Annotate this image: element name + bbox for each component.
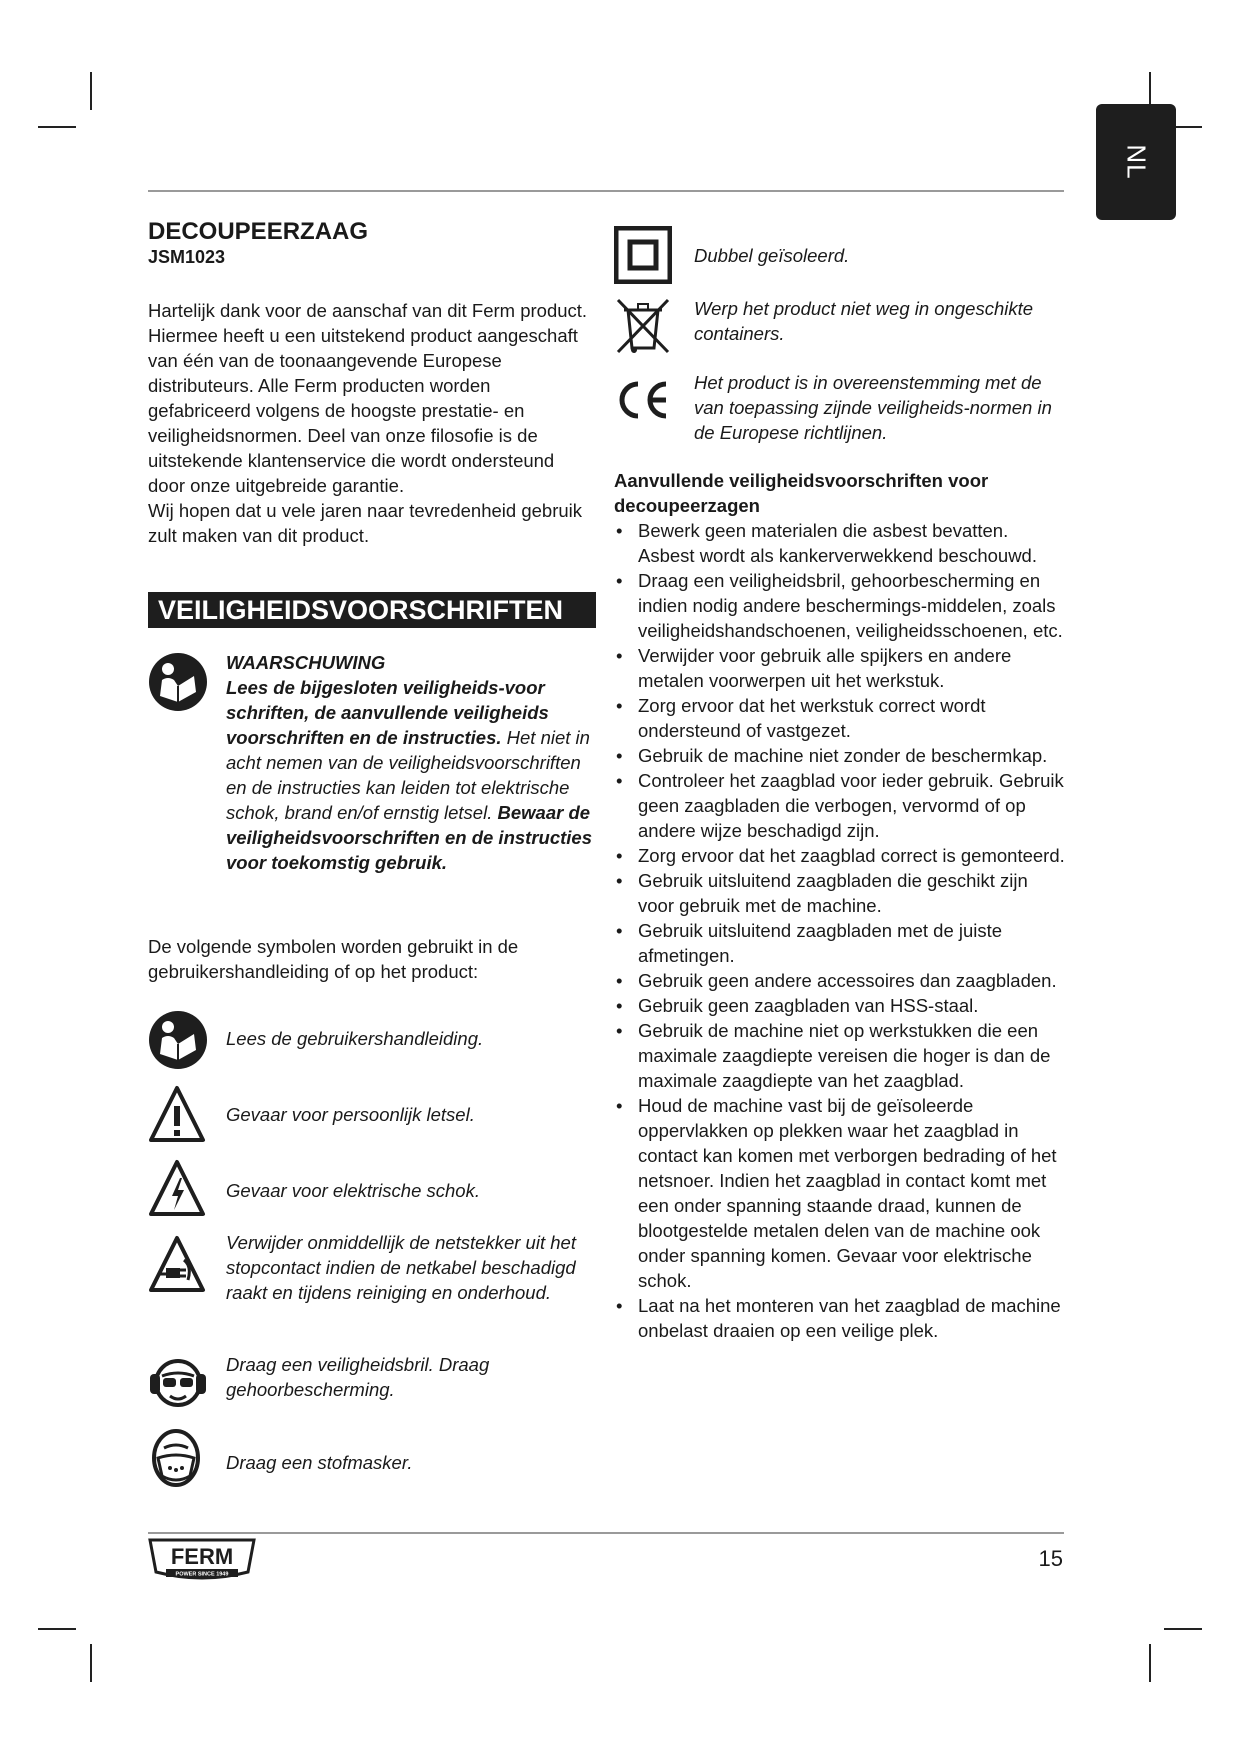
- crop-mark: [38, 1628, 76, 1630]
- page-number: 15: [1038, 1546, 1063, 1571]
- symbol-text: Lees de gebruikershandleiding.: [226, 1028, 484, 1049]
- rule-item: • Gebruik geen zaagbladen van HSS-staal.: [614, 993, 1066, 1018]
- document-title: DECOUPEERZAAG: [148, 218, 369, 245]
- crop-mark: [90, 1644, 92, 1682]
- symbol-text: Gevaar voor elektrische schok.: [226, 1180, 480, 1201]
- symbol-text: Dubbel geïsoleerd.: [694, 245, 850, 266]
- logo-brand: FERM: [170, 1544, 234, 1569]
- ferm-logo: [148, 1538, 256, 1582]
- warning-triangle-icon: [148, 1084, 206, 1144]
- symbol-text: Verwijder onmiddellijk de netstekker uit het stopcontact indien de netkabel beschadigd raakt en tijdens reiniging en onderhoud.: [226, 1232, 576, 1303]
- rule-item: • Gebruik uitsluitend zaagbladen die geschikt zijn voor gebruik met de machine.: [614, 868, 1066, 918]
- warning-block: [148, 650, 596, 920]
- warning-label: WAARSCHUWING: [226, 652, 386, 673]
- symbol-text: Draag een veiligheidsbril. Draag gehoorbescherming.: [226, 1354, 490, 1400]
- logo-tagline: POWER SINCE 1949: [175, 1571, 229, 1578]
- rule-item: • Zorg ervoor dat het zaagblad correct is gemonteerd.: [614, 843, 1066, 868]
- rule-item: • Houd de machine vast bij de geïsoleerde oppervlakken op plekken waar het zaagblad in contact kan komen met verborgen bedrading of het netsnoer. Indien het zaagblad in contact komt met een onder spanning staande draad, kunnen de blootgestelde metalen delen van de machine ook onder spanning komen. Gevaar voor elektrische schok.: [614, 1093, 1066, 1293]
- model-number: JSM1023: [148, 247, 226, 267]
- top-rule: [148, 190, 1064, 192]
- bottom-rule: [148, 1532, 1064, 1534]
- rule-item: • Laat na het monteren van het zaagblad de machine onbelast draaien op een veilige plek.: [614, 1293, 1066, 1343]
- read-manual-icon: [148, 1010, 208, 1070]
- symbol-text: Draag een stofmasker.: [226, 1452, 413, 1473]
- intro-paragraph: Wij hopen dat u vele jaren naar tevredenheid gebruik zult maken van dit product.: [148, 500, 583, 546]
- crop-mark: [1164, 1628, 1202, 1630]
- read-manual-icon: [148, 652, 208, 712]
- rule-item: • Verwijder voor gebruik alle spijkers en andere metalen voorwerpen uit het werkstuk.: [614, 643, 1066, 693]
- symbols-list-left: [148, 1014, 596, 1484]
- intro-text: [148, 298, 596, 548]
- symbols-intro: De volgende symbolen worden gebruikt in de gebruikershandleiding of op het product:: [148, 936, 519, 982]
- warning-keep-instructions: Bewaar de veiligheidsvoorschriften en de instructies voor toekomstig gebruik.: [226, 802, 592, 873]
- ce-mark-icon: [614, 378, 672, 422]
- electric-shock-icon: [148, 1158, 206, 1218]
- rule-item: • Gebruik de machine niet zonder de beschermkap.: [614, 743, 1066, 768]
- rule-item: • Controleer het zaagblad voor ieder gebruik. Gebruik geen zaagbladen die verbogen, vervormd of op andere wijze beschadigd zijn.: [614, 768, 1066, 843]
- language-label: NL: [1121, 144, 1152, 180]
- symbol-text: Werp het product niet weg in ongeschikte containers.: [694, 298, 1034, 344]
- warning-consequences: Het niet in acht nemen van de veiligheidsvoorschriften en de instructies kan leiden tot elektrische schok, brand en/of ernstig letsel.: [226, 727, 590, 823]
- additional-rules-heading: Aanvullende veiligheidsvoorschriften voor decoupeerzagen: [614, 470, 989, 516]
- safety-heading: VEILIGHEIDSVOORSCHRIFTEN: [148, 592, 596, 628]
- crop-mark: [90, 72, 92, 110]
- weee-bin-icon: [614, 296, 672, 356]
- symbol-text: Gevaar voor persoonlijk letsel.: [226, 1104, 475, 1125]
- rule-item: • Gebruik uitsluitend zaagbladen met de juiste afmetingen.: [614, 918, 1066, 968]
- goggles-earmuffs-icon: [148, 1352, 208, 1414]
- rule-item: • Gebruik de machine niet op werkstukken die een maximale zaagdiepte vereisen die hoger is dan de maximale zaagdiepte van het zaagblad.: [614, 1018, 1066, 1093]
- warning-read-instructions: Lees de bijgesloten veiligheids-voor schriften, de aanvullende veiligheids voorschriften en de instructies.: [226, 677, 549, 748]
- left-column: [148, 218, 596, 1484]
- rule-item: • Bewerk geen materialen die asbest bevatten. Asbest wordt als kankerverwekkend beschouwd.: [614, 518, 1066, 568]
- crop-mark: [38, 126, 76, 128]
- language-tab: [1096, 104, 1176, 220]
- warning-text: [226, 650, 596, 875]
- rule-item: • Zorg ervoor dat het werkstuk correct wordt ondersteund of vastgezet.: [614, 693, 1066, 743]
- additional-rules-list: [614, 518, 1066, 1343]
- symbol-text: Het product is in overeenstemming met de van toepassing zijnde veiligheids-normen in de Europese richtlijnen.: [694, 372, 1052, 443]
- crop-mark: [1149, 1644, 1151, 1682]
- intro-paragraph: Hartelijk dank voor de aanschaf van dit Ferm product. Hiermee heeft u een uitstekend product aangeschaft van één van de toonaangevende Europese distributeurs. Alle Ferm producten worden gefabriceerd volgens de hoogste prestatie- en veiligheidsnormen. Deel van onze filosofie is de uitstekende klantenservice die wordt ondersteund door onze uitgebreide garantie.: [148, 300, 588, 496]
- unplug-icon: [148, 1234, 206, 1294]
- dust-mask-icon: [148, 1428, 204, 1488]
- rule-item: • Draag een veiligheidsbril, gehoorbescherming en indien nodig andere beschermings-middelen, zoals veiligheidshandschoenen, veiligheidsschoenen, etc.: [614, 568, 1066, 643]
- rule-item: • Gebruik geen andere accessoires dan zaagbladen.: [614, 968, 1066, 993]
- double-insulation-icon: [614, 226, 672, 284]
